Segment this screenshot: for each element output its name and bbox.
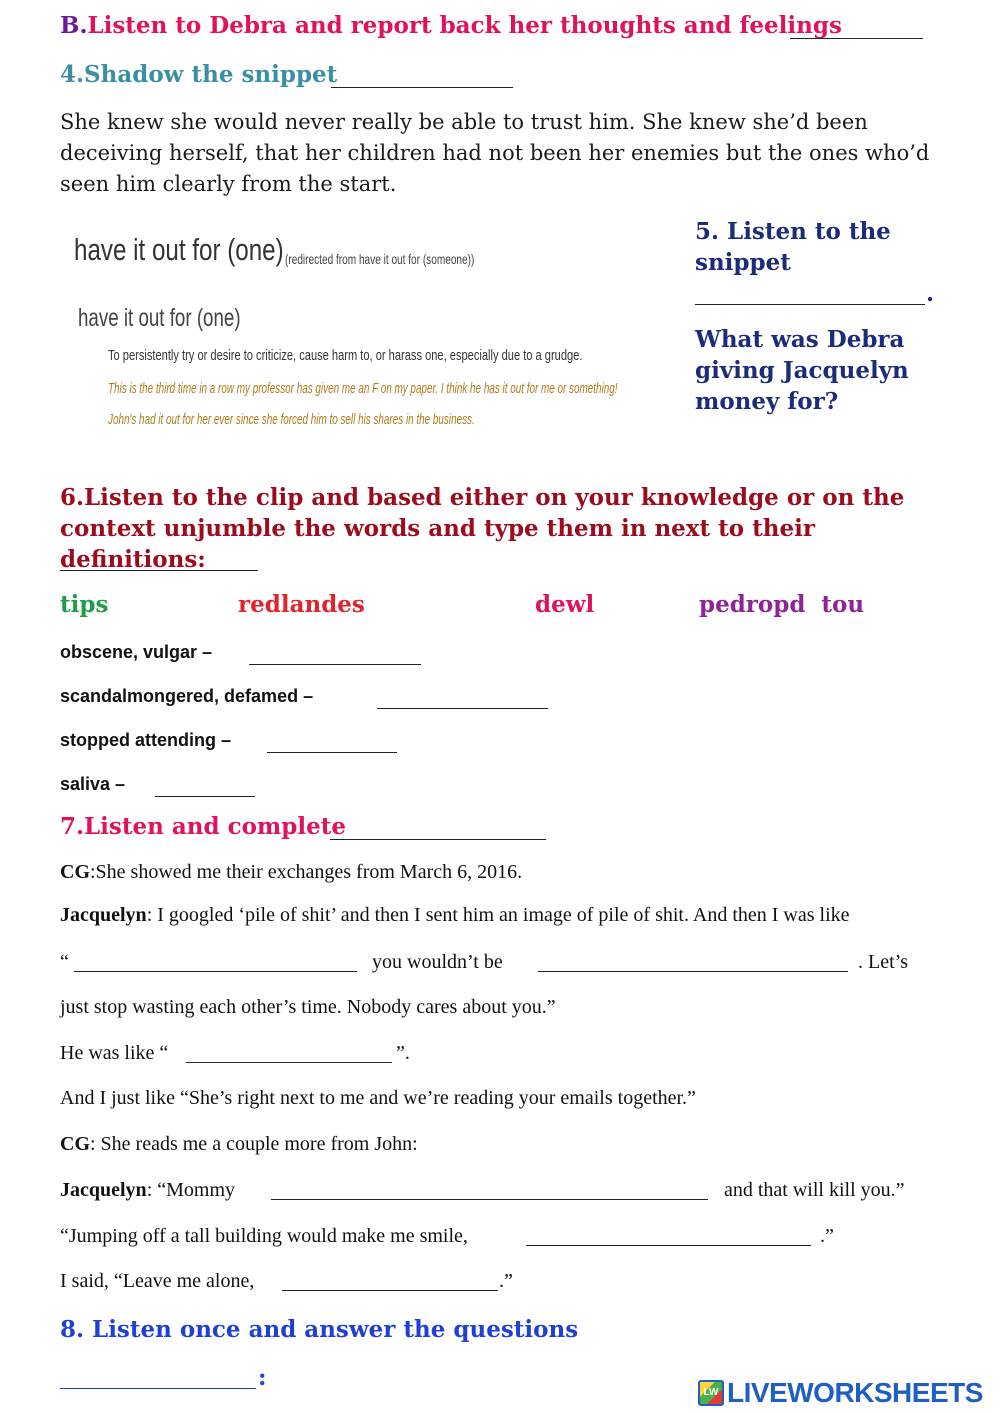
- dialogue-line-2: [60, 904, 850, 927]
- speaker-cg-2: CG: [60, 1133, 90, 1155]
- dialogue-blank-1[interactable]: [74, 947, 357, 972]
- definition-label-1: obscene, vulgar –: [60, 642, 213, 662]
- speaker-cg: CG: [60, 861, 90, 883]
- line-5-start: He was like “: [60, 1042, 169, 1064]
- dictionary-redirect: (redirected from have it out for (someone)): [285, 251, 475, 267]
- section-5-title: 5. Listen to the snippet: [695, 218, 891, 276]
- line-3-mid: you wouldn’t be: [372, 951, 503, 973]
- line-9-end: .”: [820, 1225, 834, 1247]
- line-10-start: I said, “Leave me alone,: [60, 1270, 255, 1292]
- line-10-end: .”: [499, 1270, 513, 1292]
- definition-answer-2[interactable]: [377, 684, 548, 709]
- scrambled-word-2: redlandes: [238, 591, 365, 618]
- section-b-heading: [60, 12, 842, 39]
- dialogue-blank-5[interactable]: [526, 1221, 811, 1246]
- section-8-colon: :: [258, 1364, 267, 1391]
- section-b-title: Listen to Debra and report back her thoughts and feelings: [87, 12, 842, 39]
- dialogue-line-6: And I just like “She’s right next to me and we’re reading your emails together.”: [60, 1087, 696, 1109]
- line-7-text: : She reads me a couple more from John:: [90, 1133, 418, 1155]
- dialogue-line-8: [60, 1179, 235, 1202]
- line-8-end: and that will kill you.”: [724, 1179, 905, 1201]
- line-3-open-quote: “: [60, 951, 69, 973]
- dialogue-blank-2[interactable]: [538, 947, 848, 972]
- section-4-paragraph: She knew she would never really be able to trust him. She knew she’d been deceiving herself, that her children had not been her enemies but the ones who’d seen him clearly from the start.: [60, 110, 930, 196]
- section-7-answer-field[interactable]: [330, 815, 546, 840]
- dialogue-blank-6[interactable]: [282, 1266, 498, 1291]
- definition-label-3: stopped attending –: [60, 730, 231, 750]
- dictionary-example-2: John's had it out for her ever since she forced him to sell his shares in the business.: [108, 411, 475, 428]
- line-2-text: : I googled ‘pile of shit’ and then I sent him an image of pile of shit. And then I was like: [146, 904, 850, 926]
- definition-answer-4[interactable]: [155, 772, 255, 797]
- dialogue-line-1: [60, 861, 522, 884]
- dictionary-definition: To persistently try or desire to criticize, cause harm to, or harass one, especially due to a grudge.: [108, 347, 583, 364]
- headword-text: have it out for (one): [74, 232, 284, 267]
- speaker-jacquelyn-2: Jacquelyn: [60, 1179, 147, 1201]
- dialogue-blank-3[interactable]: [186, 1038, 392, 1063]
- section-b-answer-field[interactable]: [790, 14, 923, 39]
- scrambled-word-3: dewl: [535, 591, 595, 618]
- section-5-answer-field[interactable]: [695, 280, 925, 305]
- definition-label-4: saliva –: [60, 774, 126, 794]
- logo-text: LIVEWORKSHEETS: [727, 1377, 983, 1408]
- section-6-answer-field[interactable]: [60, 546, 258, 571]
- section-6-title: 6.Listen to the clip and based either on your knowledge or on the context unjumble the words and type them in next to their definitions:: [60, 484, 905, 573]
- line-8-start: : “Mommy: [146, 1179, 236, 1201]
- line-5-end: ”.: [396, 1042, 410, 1064]
- line-1-text: :She showed me their exchanges from March 6, 2016.: [90, 861, 523, 883]
- dictionary-headword: [74, 232, 284, 268]
- scrambled-word-1: tips: [60, 591, 109, 618]
- section-7-title: 7.Listen and complete: [60, 813, 346, 840]
- logo-badge-text: LW: [703, 1387, 719, 1398]
- section-5-question: What was Debra giving Jacquelyn money for?: [695, 326, 909, 415]
- definition-answer-3[interactable]: [267, 728, 397, 753]
- dictionary-subhead: have it out for (one): [78, 304, 241, 332]
- line-9-start: “Jumping off a tall building would make me smile,: [60, 1225, 468, 1247]
- dialogue-line-7: [60, 1133, 418, 1156]
- section-4-heading: 4.Shadow the snippet: [60, 61, 338, 88]
- dialogue-blank-4[interactable]: [271, 1175, 708, 1200]
- scrambled-word-4: pedropd tou: [699, 591, 865, 618]
- section-5-period: .: [926, 280, 935, 307]
- line-3-end: . Let’s: [858, 951, 908, 973]
- logo-badge-icon: [698, 1380, 724, 1406]
- section-8-title: 8. Listen once and answer the questions: [60, 1316, 579, 1343]
- liveworksheets-logo: [698, 1377, 983, 1409]
- speaker-jacquelyn: Jacquelyn: [60, 904, 147, 926]
- dictionary-example-1: This is the third time in a row my professor has given me an F on my paper. I think he has it out for me or something!: [108, 380, 618, 397]
- definition-answer-1[interactable]: [249, 640, 421, 665]
- section-4-answer-field[interactable]: [331, 63, 513, 88]
- section-b-prefix: B.: [60, 12, 88, 39]
- definition-label-2: scandalmongered, defamed –: [60, 686, 314, 706]
- section-8-answer-field[interactable]: [60, 1364, 256, 1389]
- dialogue-line-4: just stop wasting each other’s time. Nobody cares about you.”: [60, 996, 556, 1018]
